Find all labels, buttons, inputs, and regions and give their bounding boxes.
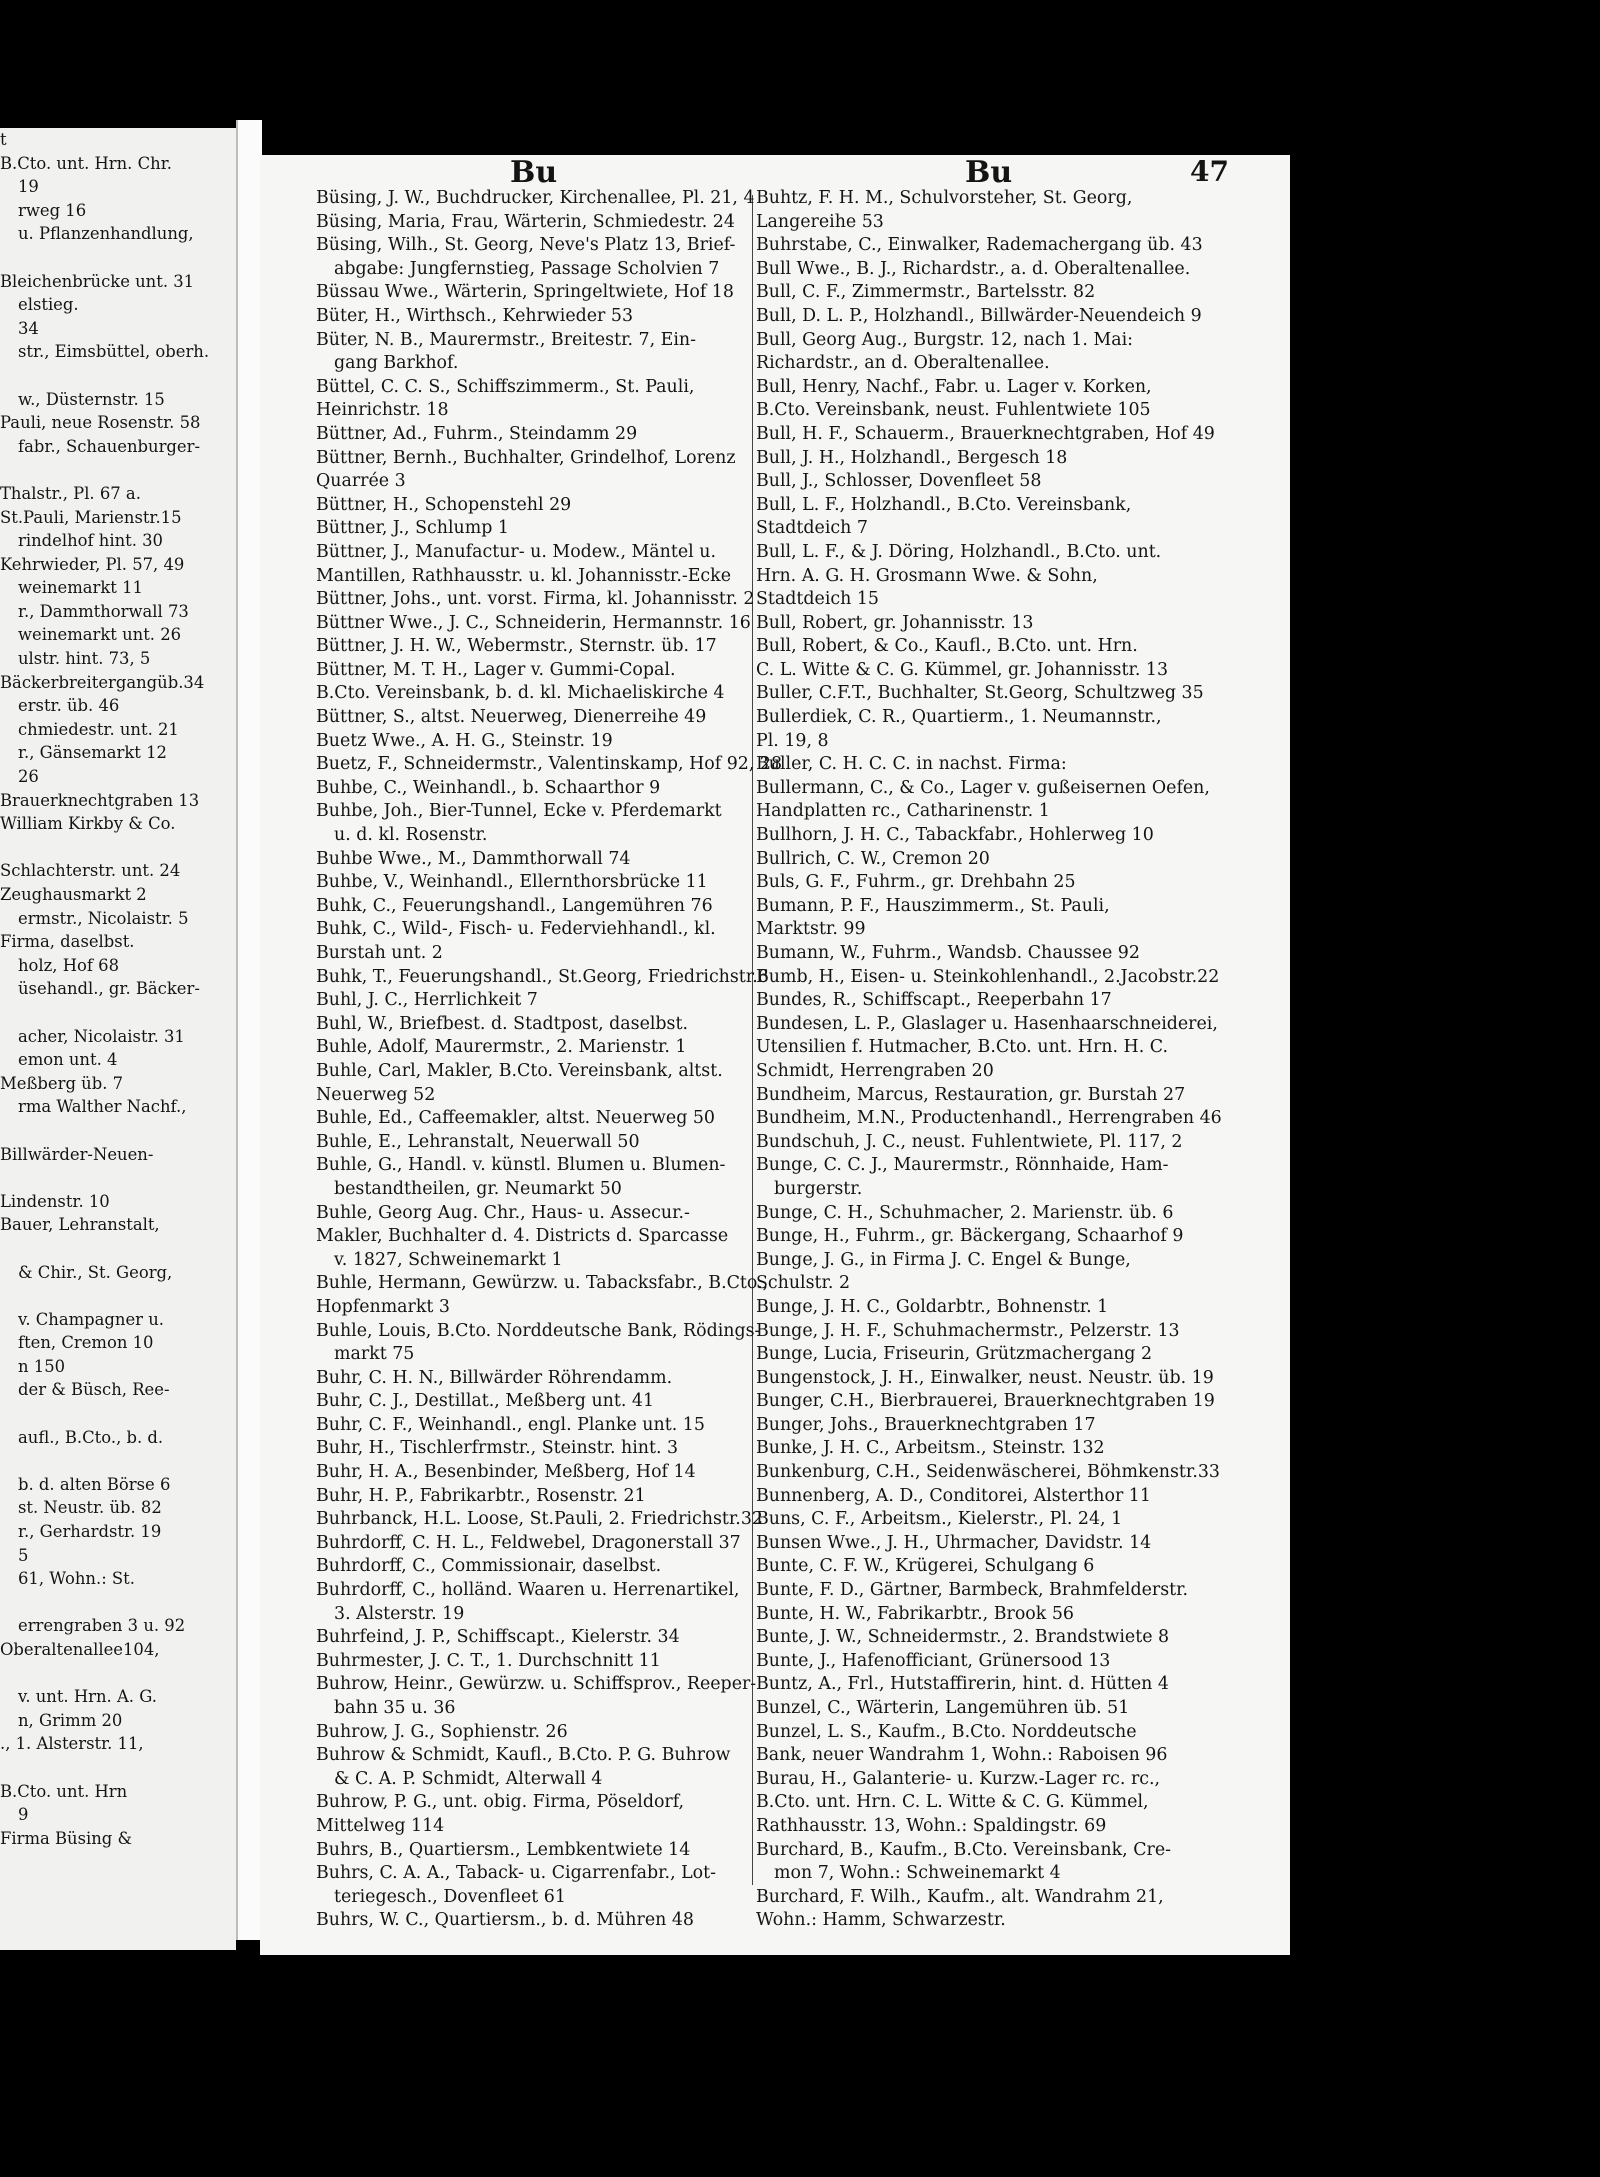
directory-line: Buhr, H. A., Besenbinder, Meßberg, Hof 14 <box>316 1462 696 1483</box>
directory-line: Heinrichstr. 18 <box>316 400 449 421</box>
directory-line: n 150 <box>18 1356 66 1376</box>
directory-line: Bunge, C. H., Schuhmacher, 2. Marienstr. üb. 6 <box>756 1202 1174 1223</box>
directory-line: Pl. 19, 8 <box>756 730 829 751</box>
directory-line: Buhr, C. F., Weinhandl., engl. Planke unt. 15 <box>316 1414 705 1435</box>
directory-line: Bull Wwe., B. J., Richardstr., a. d. Oberaltenallee. <box>756 258 1191 279</box>
directory-line: Firma, daselbst. <box>0 932 135 952</box>
right-page <box>260 155 1290 1955</box>
directory-line: Richardstr., an d. Oberaltenallee. <box>756 353 1050 374</box>
directory-line: Bumann, P. F., Hauszimmerm., St. Pauli, <box>756 895 1110 916</box>
directory-line: Bull, L. F., Holzhandl., B.Cto. Vereinsbank, <box>756 494 1132 515</box>
directory-line: Buhbe, V., Weinhandl., Ellernthorsbrücke 11 <box>316 872 708 893</box>
directory-line: bahn 35 u. 36 <box>334 1698 456 1718</box>
directory-line <box>0 1119 236 1143</box>
directory-line: Buhrow, Heinr., Gewürzw. u. Schiffsprov., Reeper- <box>316 1674 757 1695</box>
directory-line: Bunzel, C., Wärterin, Langemühren üb. 51 <box>756 1698 1130 1718</box>
directory-line: v. Champagner u. <box>18 1309 164 1329</box>
directory-line: St.Pauli, Marienstr.15 <box>0 507 182 527</box>
directory-line <box>0 1591 236 1615</box>
directory-line: u. d. kl. Rosenstr. <box>334 825 488 846</box>
directory-line <box>0 1662 236 1686</box>
directory-line: Buhbe, C., Weinhandl., b. Schaarthor 9 <box>316 777 661 798</box>
directory-line: Büttner, J., Schlump 1 <box>316 518 509 539</box>
directory-line: Buller, C. H. C. C. in nachst. Firma: <box>756 754 1067 775</box>
directory-line: Bull, J., Schlosser, Dovenfleet 58 <box>756 471 1042 492</box>
directory-line: Marktstr. 99 <box>756 919 866 940</box>
directory-line: Büttner, M. T. H., Lager v. Gummi-Copal. <box>316 659 676 680</box>
directory-line <box>0 1756 236 1780</box>
directory-line: Bull, Georg Aug., Burgstr. 12, nach 1. Mai: <box>756 329 1133 350</box>
directory-line: Buhle, Georg Aug. Chr., Haus- u. Assecur.- <box>316 1202 690 1223</box>
directory-line: 26 <box>18 767 39 787</box>
directory-line: Büttner, Johs., unt. vorst. Firma, kl. Johannisstr. 2 <box>316 589 755 610</box>
directory-line: weinemarkt unt. 26 <box>18 625 182 645</box>
directory-line: Buhtz, F. H. M., Schulvorsteher, St. Georg, <box>756 188 1133 208</box>
directory-line: Buhrow & Schmidt, Kaufl., B.Cto. P. G. Buhrow <box>316 1745 731 1766</box>
directory-line: Büttner Wwe., J. C., Schneiderin, Hermannstr. 16 <box>316 612 751 633</box>
directory-line: Buls, G. F., Fuhrm., gr. Drehbahn 25 <box>756 872 1076 893</box>
directory-line: Bullermann, C., & Co., Lager v. gußeisernen Oefen, <box>756 777 1210 798</box>
directory-line: Bunger, C.H., Bierbrauerei, Brauerknechtgraben 19 <box>756 1391 1215 1412</box>
directory-line: üsehandl., gr. Bäcker- <box>18 979 200 999</box>
directory-line: weinemarkt 11 <box>18 578 143 598</box>
directory-line: Buhle, Adolf, Maurermstr., 2. Marienstr. 1 <box>316 1037 687 1058</box>
directory-line: 34 <box>18 318 39 338</box>
directory-line: str., Eimsbüttel, oberh. <box>18 342 210 362</box>
directory-line: Büssau Wwe., Wärterin, Springeltwiete, Hof 18 <box>316 282 734 303</box>
directory-line: B.Cto. unt. Hrn. C. L. Witte & C. G. Kümmel, <box>756 1792 1149 1813</box>
directory-line: Bull, L. F., & J. Döring, Holzhandl., B.Cto. unt. <box>756 541 1162 562</box>
directory-line: Buhl, J. C., Herrlichkeit 7 <box>316 990 538 1011</box>
directory-line: rindelhof hint. 30 <box>18 531 163 551</box>
directory-line: u. Pflanzenhandlung, <box>18 224 194 244</box>
directory-line: Buntz, A., Frl., Hutstaffirerin, hint. d. Hütten 4 <box>756 1674 1169 1695</box>
directory-line: Buhrfeind, J. P., Schiffscapt., Kielerstr. 34 <box>316 1627 680 1648</box>
directory-line: Bullrich, C. W., Cremon 20 <box>756 848 990 869</box>
directory-line: Bunge, Lucia, Friseurin, Grützmachergang 2 <box>756 1344 1153 1365</box>
directory-line: Makler, Buchhalter d. 4. Districts d. Sparcasse <box>316 1226 729 1247</box>
directory-line: ften, Cremon 10 <box>18 1333 154 1353</box>
directory-line: 3. Alsterstr. 19 <box>334 1603 465 1624</box>
directory-line: Buhrstabe, C., Einwalker, Rademachergang üb. 43 <box>756 235 1203 256</box>
directory-line: Buhk, C., Wild-, Fisch- u. Federviehhandl., kl. <box>316 919 716 940</box>
directory-line: Mantillen, Rathhausstr. u. kl. Johannisstr.-Ecke <box>316 565 732 586</box>
directory-line: markt 75 <box>334 1344 415 1365</box>
directory-line <box>0 1237 236 1261</box>
directory-line: Büsing, Maria, Frau, Wärterin, Schmiedestr. 24 <box>316 211 735 232</box>
directory-line: Buetz, F., Schneidermstr., Valentinskamp, Hof 92, 28 <box>316 754 783 775</box>
directory-line: Büttner, Bernh., Buchhalter, Grindelhof, Lorenz <box>316 447 736 468</box>
directory-line: & C. A. P. Schmidt, Alterwall 4 <box>334 1768 603 1789</box>
directory-line: r., Gerhardstr. 19 <box>18 1522 162 1542</box>
directory-line: Bungenstock, J. H., Einwalker, neust. Neustr. üb. 19 <box>756 1367 1214 1388</box>
directory-line <box>0 836 236 860</box>
directory-line: st. Neustr. üb. 82 <box>18 1498 162 1518</box>
directory-line: Wohn.: Hamm, Schwarzestr. <box>756 1910 1006 1931</box>
directory-line: Buhle, Hermann, Gewürzw. u. Tabacksfabr., B.Cto., <box>316 1273 769 1294</box>
directory-line: Bull, Robert, & Co., Kaufl., B.Cto. unt. Hrn. <box>756 636 1138 657</box>
directory-line <box>0 458 236 482</box>
directory-line: Bäckerbreitergangüb.34 <box>0 672 205 692</box>
directory-line: Lindenstr. 10 <box>0 1191 110 1211</box>
directory-line: Bank, neuer Wandrahm 1, Wohn.: Raboisen 96 <box>756 1745 1168 1766</box>
directory-line: B.Cto. Vereinsbank, b. d. kl. Michaeliskirche 4 <box>316 683 725 704</box>
directory-line: Buhrow, P. G., unt. obig. Firma, Pöseldorf, <box>316 1792 685 1813</box>
book-gutter <box>236 120 262 1940</box>
directory-line: C. L. Witte & C. G. Kümmel, gr. Johannisstr. 13 <box>756 659 1169 680</box>
directory-line: Stadtdeich 15 <box>756 589 879 610</box>
running-head-left: Bu <box>510 155 558 190</box>
directory-line: ., 1. Alsterstr. 11, <box>0 1734 144 1754</box>
directory-line: Buhrdorff, C. H. L., Feldwebel, Dragonerstall 37 <box>316 1532 741 1553</box>
left-page <box>0 128 236 1950</box>
directory-line: Burstah unt. 2 <box>316 943 443 963</box>
directory-line: gang Barkhof. <box>334 353 459 374</box>
directory-line: Bullerdiek, C. R., Quartierm., 1. Neumannstr., <box>756 707 1162 728</box>
directory-line: Bunzel, L. S., Kaufm., B.Cto. Norddeutsche <box>756 1721 1137 1742</box>
directory-line: William Kirkby & Co. <box>0 814 176 834</box>
directory-line: Rathhausstr. 13, Wohn.: Spaldingstr. 69 <box>756 1815 1107 1836</box>
directory-line: Meßberg üb. 7 <box>0 1073 124 1093</box>
directory-line: Buhr, H. P., Fabrikarbtr., Rosenstr. 21 <box>316 1485 646 1506</box>
directory-line: Billwärder-Neuen- <box>0 1144 154 1164</box>
directory-line: Langereihe 53 <box>756 211 884 232</box>
directory-line: Kehrwieder, Pl. 57, 49 <box>0 554 185 574</box>
directory-line: errengraben 3 u. 92 <box>18 1616 186 1636</box>
directory-line <box>0 1166 236 1190</box>
directory-line: w., Düsternstr. 15 <box>18 389 165 409</box>
directory-line: Büter, N. B., Maurermstr., Breitestr. 7, Ein- <box>316 329 696 350</box>
directory-line: Pauli, neue Rosenstr. 58 <box>0 413 201 433</box>
directory-line: Buhrow, J. G., Sophienstr. 26 <box>316 1721 568 1742</box>
directory-line: Schmidt, Herrengraben 20 <box>756 1060 994 1081</box>
directory-line: Bull, D. L. P., Holzhandl., Billwärder-Neuendeich 9 <box>756 305 1202 326</box>
directory-line: Buhle, Carl, Makler, B.Cto. Vereinsbank, altst. <box>316 1060 723 1081</box>
directory-line: Bunger, Johs., Brauerknechtgraben 17 <box>756 1414 1096 1435</box>
directory-line: Buhrs, W. C., Quartiersm., b. d. Mühren 48 <box>316 1910 694 1931</box>
directory-line <box>0 246 236 270</box>
directory-line: Bunge, H., Fuhrm., gr. Bäckergang, Schaarhof 9 <box>756 1226 1184 1247</box>
directory-line: aufl., B.Cto., b. d. <box>18 1427 164 1447</box>
directory-line <box>0 1402 236 1426</box>
directory-line: Mittelweg 114 <box>316 1815 445 1836</box>
directory-line: Bunte, J. W., Schneidermstr., 2. Brandstwiete 8 <box>756 1627 1170 1648</box>
directory-line: abgabe: Jungfernstieg, Passage Scholvien 7 <box>334 258 720 279</box>
directory-line: v. 1827, Schweinemarkt 1 <box>334 1249 563 1270</box>
directory-line: Utensilien f. Hutmacher, B.Cto. unt. Hrn. H. C. <box>756 1037 1168 1058</box>
directory-line: Bull, Robert, gr. Johannisstr. 13 <box>756 612 1034 633</box>
directory-line: Buns, C. F., Arbeitsm., Kielerstr., Pl. 24, 1 <box>756 1509 1123 1530</box>
directory-line: Büttner, J., Manufactur- u. Modew., Mäntel u. <box>316 541 716 562</box>
directory-line: B.Cto. unt. Hrn <box>0 1781 128 1801</box>
directory-line: n, Grimm 20 <box>18 1710 123 1730</box>
directory-line: Schlachterstr. unt. 24 <box>0 861 181 881</box>
directory-line: Bunte, C. F. W., Krügerei, Schulgang 6 <box>756 1556 1095 1577</box>
directory-line: Bunge, C. C. J., Maurermstr., Rönnhaide, Ham- <box>756 1155 1169 1176</box>
directory-line: emon unt. 4 <box>18 1050 118 1070</box>
directory-line: Bunnenberg, A. D., Conditorei, Alsterthor 11 <box>756 1485 1151 1506</box>
directory-line: Bull, J. H., Holzhandl., Bergesch 18 <box>756 447 1068 468</box>
directory-line: teriegesch., Dovenfleet 61 <box>334 1886 566 1907</box>
directory-line: Buhr, C. J., Destillat., Meßberg unt. 41 <box>316 1391 655 1412</box>
directory-line: Buhrs, B., Quartiersm., Lembkentwiete 14 <box>316 1839 691 1860</box>
directory-line: Hrn. A. G. H. Grosmann Wwe. & Sohn, <box>756 565 1098 586</box>
directory-line: 19 <box>18 177 39 197</box>
directory-line: mon 7, Wohn.: Schweinemarkt 4 <box>774 1863 1061 1884</box>
directory-line: Schulstr. 2 <box>756 1273 851 1294</box>
directory-line: Büttner, J. H. W., Webermstr., Sternstr. üb. 17 <box>316 636 717 657</box>
directory-line: Stadtdeich 7 <box>756 518 868 539</box>
page-number: 47 <box>1190 155 1229 188</box>
directory-line: Brauerknechtgraben 13 <box>0 790 200 810</box>
directory-line: Bunkenburg, C.H., Seidenwäscherei, Böhmkenstr.33 <box>756 1462 1220 1483</box>
directory-line: & Chir., St. Georg, <box>18 1262 173 1282</box>
directory-line: erstr. üb. 46 <box>18 696 120 716</box>
directory-line: Thalstr., Pl. 67 a. <box>0 483 141 503</box>
directory-line: bestandtheilen, gr. Neumarkt 50 <box>334 1178 622 1199</box>
directory-line: Oberaltenallee104, <box>0 1640 160 1659</box>
running-head-right: Bu <box>965 155 1013 190</box>
directory-line: Firma Büsing & <box>0 1828 133 1848</box>
directory-line: Bunge, J. G., in Firma J. C. Engel & Bunge, <box>756 1249 1131 1270</box>
directory-line: Buhle, Ed., Caffeemakler, altst. Neuerweg 50 <box>316 1108 715 1129</box>
directory-line: Bauer, Lehranstalt, <box>0 1215 160 1235</box>
directory-line: Bundheim, Marcus, Restauration, gr. Burstah 27 <box>756 1084 1186 1105</box>
directory-line <box>0 1001 236 1025</box>
directory-line: 5 <box>18 1545 29 1565</box>
directory-line: Buhk, T., Feuerungshandl., St.Georg, Friedrichstr.6 <box>316 966 769 987</box>
directory-line: Büter, H., Wirthsch., Kehrwieder 53 <box>316 305 634 326</box>
directory-line: elstieg. <box>18 295 79 315</box>
directory-line: t <box>0 130 7 149</box>
directory-line: rma Walther Nachf., <box>18 1097 187 1117</box>
directory-column-1 <box>316 187 802 1933</box>
directory-line: Buetz Wwe., A. H. G., Steinstr. 19 <box>316 730 613 751</box>
directory-line: Bunke, J. H. C., Arbeitsm., Steinstr. 132 <box>756 1438 1105 1459</box>
directory-line: Büsing, Wilh., St. Georg, Neve's Platz 13, Brief- <box>316 235 736 256</box>
directory-line: burgerstr. <box>774 1178 863 1199</box>
directory-line: Buhk, C., Feuerungshandl., Langemühren 76 <box>316 895 713 916</box>
directory-line: Bundesen, L. P., Glaslager u. Hasenhaarschneiderei, <box>756 1013 1218 1034</box>
directory-line: Bundschuh, J. C., neust. Fuhlentwiete, Pl. 117, 2 <box>756 1131 1183 1152</box>
directory-line: Zeughausmarkt 2 <box>0 885 147 904</box>
directory-line: Buhrs, C. A. A., Taback- u. Cigarrenfabr., Lot- <box>316 1863 717 1884</box>
directory-line: Buhle, E., Lehranstalt, Neuerwall 50 <box>316 1131 640 1152</box>
directory-line <box>0 1284 236 1308</box>
directory-line: Bullhorn, J. H. C., Tabackfabr., Hohlerweg 10 <box>756 825 1154 846</box>
directory-line: Hopfenmarkt 3 <box>316 1296 450 1317</box>
directory-line: Bumann, W., Fuhrm., Wandsb. Chaussee 92 <box>756 943 1140 963</box>
directory-line: Bull, H. F., Schauerm., Brauerknechtgraben, Hof 49 <box>756 423 1215 444</box>
directory-line <box>0 1449 236 1473</box>
directory-line: Bunte, J., Hafenofficiant, Grünersood 13 <box>756 1650 1111 1671</box>
directory-line: Büttner, H., Schopenstehl 29 <box>316 494 572 515</box>
directory-line: r., Dammthorwall 73 <box>18 601 189 621</box>
directory-line: Quarrée 3 <box>316 471 406 492</box>
directory-line: Büsing, J. W., Buchdrucker, Kirchenallee, Pl. 21, 4 <box>316 188 755 208</box>
directory-line: holz, Hof 68 <box>18 955 120 975</box>
directory-line: Handplatten rc., Catharinenstr. 1 <box>756 801 1050 822</box>
directory-line: Neuerweg 52 <box>316 1084 436 1105</box>
directory-line: 61, Wohn.: St. <box>18 1569 135 1589</box>
directory-line: 9 <box>18 1805 29 1825</box>
directory-column-2 <box>756 187 1262 1933</box>
directory-line: Bunte, H. W., Fabrikarbtr., Brook 56 <box>756 1603 1074 1624</box>
directory-line: rweg 16 <box>18 200 87 220</box>
directory-line: ulstr. hint. 73, 5 <box>18 649 151 669</box>
directory-line: Burchard, F. Wilh., Kaufm., alt. Wandrahm 21, <box>756 1886 1164 1907</box>
directory-line: Büttner, Ad., Fuhrm., Steindamm 29 <box>316 423 638 444</box>
directory-line: Bunge, J. H. F., Schuhmachermstr., Pelzerstr. 13 <box>756 1320 1180 1341</box>
directory-line: Bull, C. F., Zimmermstr., Bartelsstr. 82 <box>756 282 1096 303</box>
directory-line: acher, Nicolaistr. 31 <box>18 1026 185 1046</box>
directory-line: Buhrbanck, H.L. Loose, St.Pauli, 2. Friedrichstr.32 <box>316 1509 763 1530</box>
directory-line: Bleichenbrücke unt. 31 <box>0 271 195 291</box>
directory-line: fabr., Schauenburger- <box>18 436 200 456</box>
directory-line: Buhr, C. H. N., Billwärder Röhrendamm. <box>316 1367 673 1388</box>
directory-line: Buhrdorff, C., holländ. Waaren u. Herrenartikel, <box>316 1580 740 1601</box>
directory-line: Bull, Henry, Nachf., Fabr. u. Lager v. Korken, <box>756 376 1152 397</box>
directory-line: B.Cto. Vereinsbank, neust. Fuhlentwiete 105 <box>756 400 1151 421</box>
directory-line: r., Gänsemarkt 12 <box>18 743 167 763</box>
directory-line: Buhbe, Joh., Bier-Tunnel, Ecke v. Pferdemarkt <box>316 801 722 822</box>
directory-line <box>0 364 236 388</box>
directory-line: Bumb, H., Eisen- u. Steinkohlenhandl., 2.Jacobstr.22 <box>756 966 1220 987</box>
directory-line: Buhrmester, J. C. T., 1. Durchschnitt 11 <box>316 1650 661 1671</box>
directory-line: der & Büsch, Ree- <box>18 1380 170 1400</box>
directory-line: b. d. alten Börse 6 <box>18 1474 171 1494</box>
directory-line: Bundheim, M.N., Productenhandl., Herrengraben 46 <box>756 1108 1222 1129</box>
directory-line: Buhle, G., Handl. v. künstl. Blumen u. Blumen- <box>316 1155 726 1176</box>
directory-line: Burchard, B., Kaufm., B.Cto. Vereinsbank, Cre- <box>756 1839 1171 1860</box>
directory-line: Bunte, F. D., Gärtner, Barmbeck, Brahmfelderstr. <box>756 1580 1189 1601</box>
directory-line: Bunsen Wwe., J. H., Uhrmacher, Davidstr. 14 <box>756 1532 1152 1553</box>
directory-line: Burau, H., Galanterie- u. Kurzw.-Lager rc. rc., <box>756 1768 1161 1789</box>
directory-line: Buhrdorff, C., Commissionair, daselbst. <box>316 1556 662 1577</box>
directory-line: B.Cto. unt. Hrn. Chr. <box>0 153 172 173</box>
directory-line: Buhr, H., Tischlerfrmstr., Steinstr. hint. 3 <box>316 1438 679 1459</box>
left-page-column <box>0 128 236 1850</box>
directory-line: Buhl, W., Briefbest. d. Stadtpost, daselbst. <box>316 1013 688 1034</box>
directory-line: ermstr., Nicolaistr. 5 <box>18 908 189 928</box>
directory-line: Büttner, S., altst. Neuerweg, Dienerreihe 49 <box>316 707 707 728</box>
directory-line: Büttel, C. C. S., Schiffszimmerm., St. Pauli, <box>316 376 695 397</box>
directory-line: Bundes, R., Schiffscapt., Reeperbahn 17 <box>756 990 1112 1011</box>
directory-line: chmiedestr. unt. 21 <box>18 719 179 739</box>
directory-line: Bunge, J. H. C., Goldarbtr., Bohnenstr. 1 <box>756 1296 1109 1317</box>
directory-line: Buhle, Louis, B.Cto. Norddeutsche Bank, Rödings- <box>316 1320 761 1341</box>
directory-line: v. unt. Hrn. A. G. <box>18 1687 157 1707</box>
directory-line: Buhbe Wwe., M., Dammthorwall 74 <box>316 848 631 869</box>
directory-line: Buller, C.F.T., Buchhalter, St.Georg, Schultzweg 35 <box>756 683 1204 704</box>
